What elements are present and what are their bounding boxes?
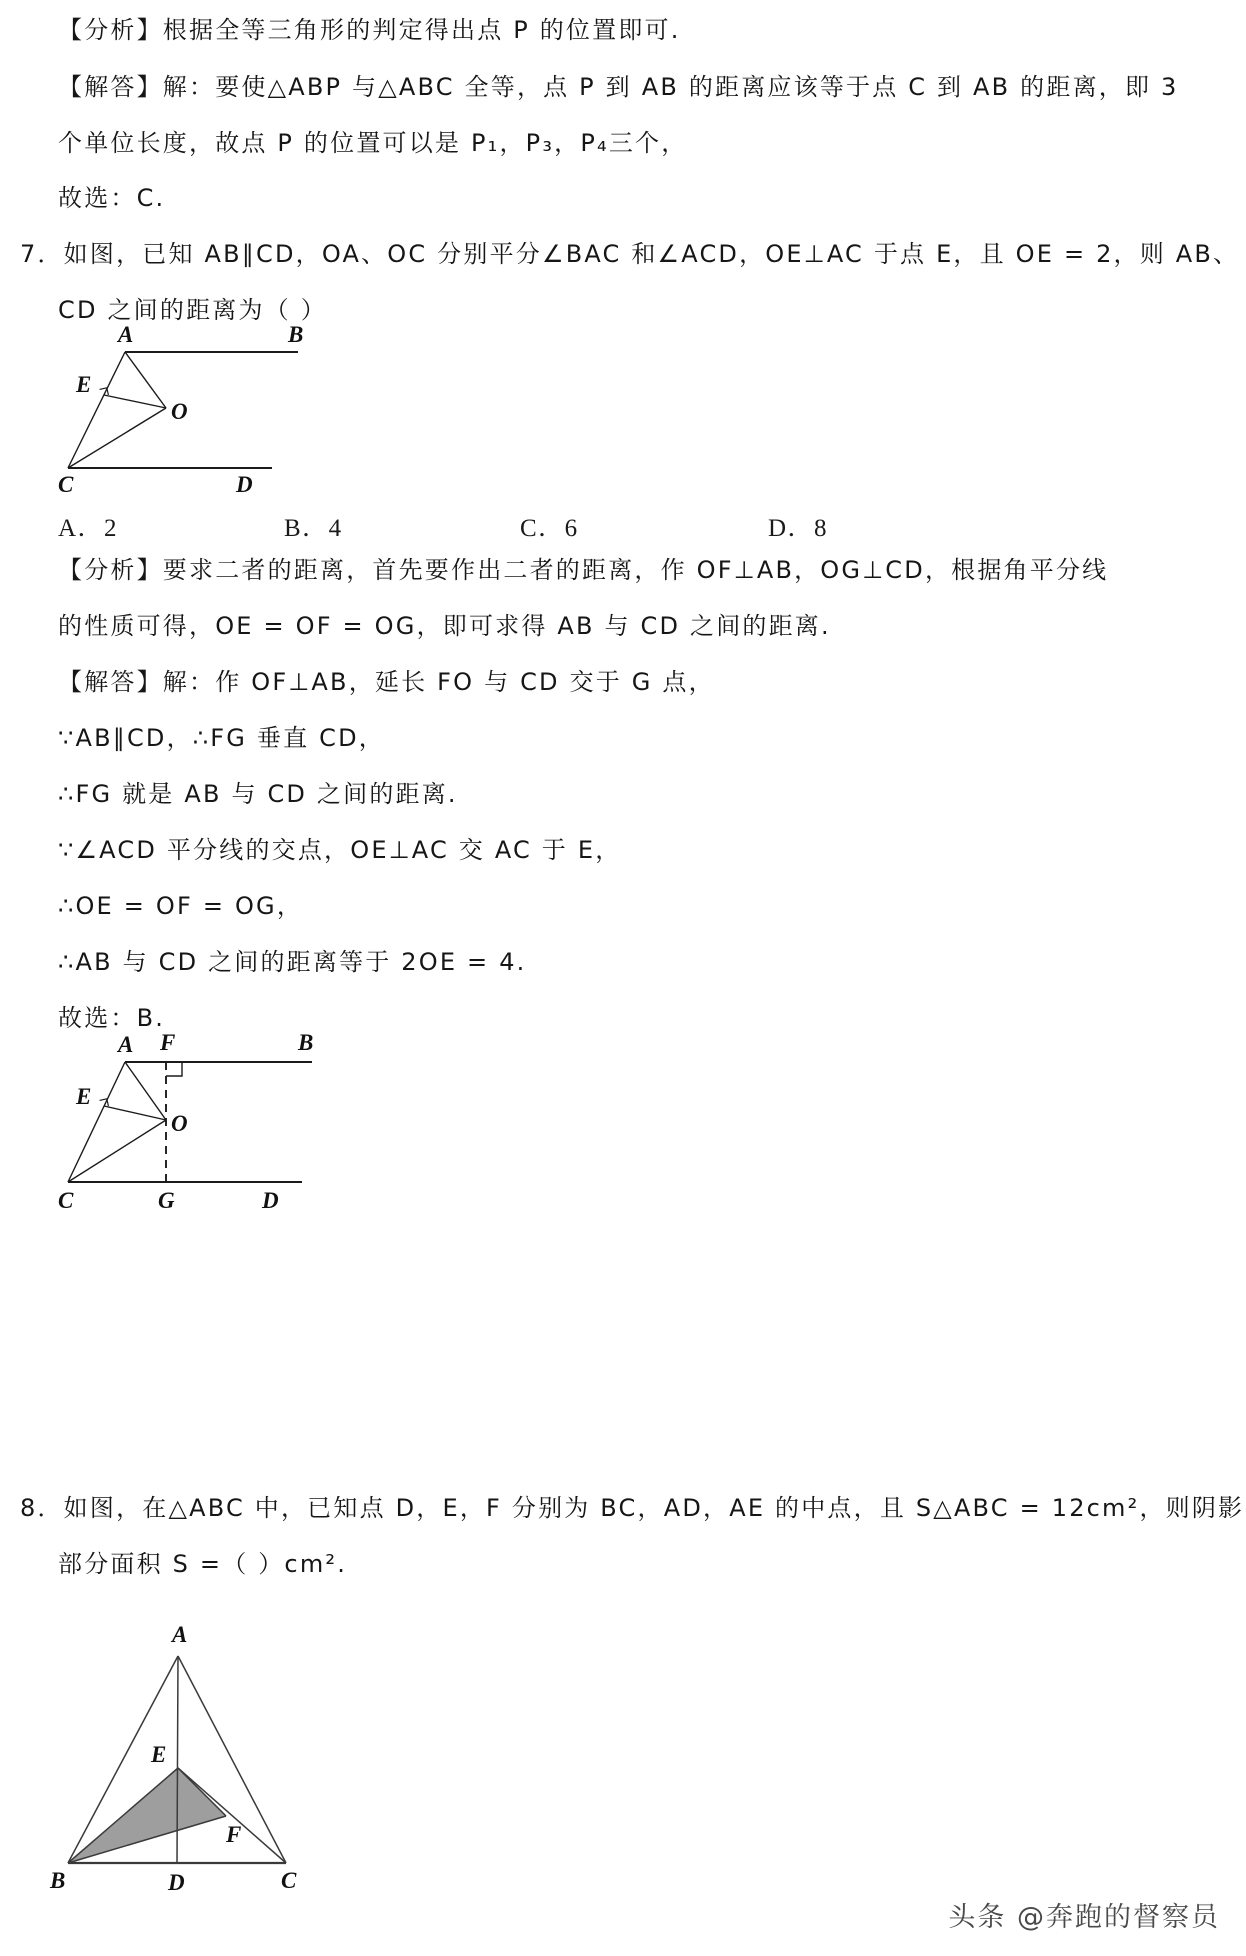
fig-q7-label-E: E	[76, 372, 92, 397]
q6-choice-line: 故选：C.	[58, 184, 166, 212]
q7-answer-line-1: 【解答】解：作 OF⊥AB，延长 FO 与 CD 交于 G 点，	[58, 668, 715, 696]
watermark: 头条 @奔跑的督察员	[948, 1902, 1220, 1933]
fig-q8-label-A: A	[172, 1622, 188, 1647]
q6-analysis-line: 【分析】根据全等三角形的判定得出点 P 的位置即可.	[58, 16, 681, 44]
fig-q8-label-E: E	[151, 1742, 167, 1767]
fig-q7s-label-B: B	[298, 1030, 314, 1055]
fig-q7s-label-D: D	[262, 1188, 279, 1213]
q7-analysis-line-1: 【分析】要求二者的距离，首先要作出二者的距离，作 OF⊥AB，OG⊥CD，根据角平分线	[58, 556, 1109, 584]
q6-answer-line-1: 【解答】解：要使△ABP 与△ABC 全等，点 P 到 AB 的距离应该等于点 C 到 AB 的距离，即 3	[58, 73, 1179, 101]
q7-option-b[interactable]: B．4	[284, 515, 343, 542]
fig-q8-label-F: F	[226, 1822, 242, 1847]
q7-option-d[interactable]: D．8	[768, 515, 829, 542]
fig-q7-label-D: D	[236, 472, 253, 495]
figure-question-7-solution	[40, 1030, 340, 1220]
q7-answer-line-4: ∵∠ACD 平分线的交点，OE⊥AC 交 AC 于 E，	[58, 836, 622, 864]
q7-stem-line-2: CD 之间的距离为（ ）	[58, 296, 327, 324]
q7-options-row	[58, 508, 1178, 542]
figure-question-8	[48, 1598, 358, 1898]
q7-answer-line-2: ∵AB∥CD，∴FG 垂直 CD，	[58, 724, 385, 752]
q8-stem-line-1: 8．如图，在△ABC 中，已知点 D，E，F 分别为 BC，AD，AE 的中点，且 S△ABC = 12cm²，则阴影	[20, 1494, 1245, 1522]
fig-q7-label-O: O	[171, 399, 188, 424]
q7-choice-line: 故选：B.	[58, 1004, 166, 1032]
q7-option-c[interactable]: C．6	[520, 515, 579, 542]
figure-question-7	[40, 320, 330, 495]
fig-q8-label-C: C	[281, 1868, 297, 1893]
q6-answer-line-2: 个单位长度，故点 P 的位置可以是 P₁，P₃，P₄三个，	[58, 129, 688, 157]
fig-q8-label-B: B	[50, 1868, 66, 1893]
fig-q7-label-C: C	[58, 472, 74, 495]
fig-q7s-label-F: F	[160, 1030, 176, 1055]
fig-q7s-label-C: C	[58, 1188, 74, 1213]
fig-q7s-label-O: O	[171, 1111, 188, 1136]
fig-q7s-label-A: A	[118, 1032, 134, 1057]
q7-stem-line-1: 7．如图，已知 AB∥CD，OA、OC 分别平分∠BAC 和∠ACD，OE⊥AC 于点 E，且 OE = 2，则 AB、	[20, 240, 1240, 268]
fig-q8-shaded-region	[68, 1768, 226, 1863]
q7-analysis-line-2: 的性质可得，OE = OF = OG，即可求得 AB 与 CD 之间的距离.	[58, 612, 831, 640]
q8-stem-line-2: 部分面积 S =（ ）cm².	[58, 1550, 348, 1578]
q7-option-a[interactable]: A．2	[58, 515, 119, 542]
fig-q7-label-A: A	[118, 322, 134, 347]
fig-q7s-label-E: E	[76, 1084, 92, 1109]
q7-answer-line-3: ∴FG 就是 AB 与 CD 之间的距离.	[58, 780, 458, 808]
fig-q7-label-B: B	[288, 322, 304, 347]
fig-q7s-label-G: G	[158, 1188, 175, 1213]
q7-answer-line-6: ∴AB 与 CD 之间的距离等于 2OE = 4.	[58, 948, 527, 976]
q7-answer-line-5: ∴OE = OF = OG，	[58, 892, 304, 920]
fig-q8-label-D: D	[168, 1870, 185, 1895]
